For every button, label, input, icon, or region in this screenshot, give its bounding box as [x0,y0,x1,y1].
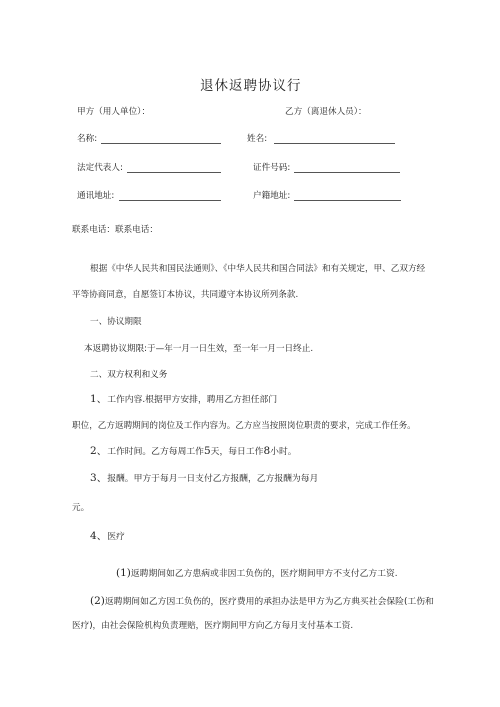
item-2-hours: 8 [263,445,271,457]
item-1 [90,393,277,406]
party-b-label: 乙方（离退休人员）： [285,107,367,117]
item-4-number: 4、 [90,530,108,542]
sub-item-2 [90,595,434,608]
household-blank[interactable] [294,200,401,201]
item-1-number: 1、 [90,393,108,405]
sub-item-2-continued: 医疗)，由社会保险机构负责理赔，医疗期间甲方向乙方每月支付基本工资. [72,621,354,631]
section-1-text: 本返聘协议期限:于—年一月一日生效，至一年一月一日终止. [84,344,314,354]
id-no-label: 证件号码: [253,163,291,173]
contact-phone: 联系电话：联系电话： [72,225,158,235]
section-2-heading: 二、双方权利和义务 [90,370,168,380]
item-3-number: 3、 [90,472,108,484]
item-3 [90,472,318,485]
item-3-continued: 元。 [72,503,90,513]
item-2 [90,445,297,458]
item-4 [90,530,125,543]
item-2-number: 2、 [90,445,108,457]
item-1-text: 工作内容.根据甲方安排，聘用乙方担任部门 [107,395,278,405]
item-2-text-a: 工作时间。乙方每周工作 [107,447,204,457]
document-title: 退休返聘协议行 [200,78,302,94]
name-a-blank[interactable] [101,143,221,144]
sub-item-1-text: 返聘期间如乙方患病或非因工负伤的，医疗期间甲方不支付乙方工资. [130,569,398,579]
section-1-heading: 一、协议期限 [90,317,142,327]
party-a-label: 甲方（用人单位）： [77,107,151,117]
name-b-label: 姓名: [247,134,268,144]
legal-rep-label: 法定代表人: [77,163,123,173]
intro-line-1: 根据《中华人民共和国民法通则》、《中华人民共和国合同法》和有关规定，甲、乙双方经 [90,264,426,274]
name-b-blank[interactable] [274,143,395,144]
household-label: 户籍地址: [253,191,291,201]
item-2-text-b: 天，每日工作 [210,447,264,457]
item-2-text-c: 小时。 [270,447,297,457]
item-2-days: 5 [203,445,211,457]
sub-item-2-number: (2) [90,595,105,607]
item-4-text: 医疗 [107,532,125,542]
item-1-continued: 职位，乙方返聘期间的岗位及工作内容为。乙方应当按照岗位职责的要求，完成工作任务。 [72,421,416,431]
item-3-text: 报酬。甲方于每月一日支付乙方报酬，乙方报酬为每月 [107,474,319,484]
sub-item-1 [116,567,398,580]
sub-item-2-text: 返聘期间如乙方因工负伤的，医疗费用的承担办法是甲方为乙方典买社会保险(工伤和 [104,597,434,607]
sub-item-1-number: (1) [116,567,131,579]
id-no-blank[interactable] [294,172,400,173]
intro-line-2: 平等协商同意，自愿签订本协议，共同遵守本协议所列条款. [72,290,299,300]
name-a-label: 名称: [77,134,98,144]
legal-rep-blank[interactable] [127,172,221,173]
address-blank[interactable] [119,200,221,201]
address-label: 通讯地址: [77,191,115,201]
